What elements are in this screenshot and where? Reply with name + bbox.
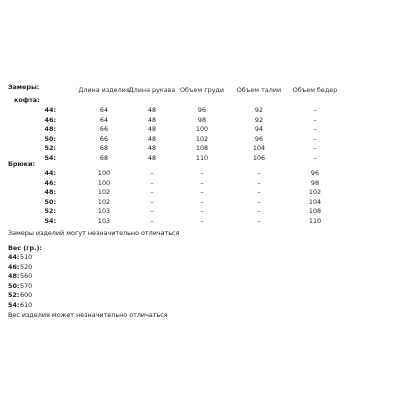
jacket-cell: 110 <box>195 153 209 162</box>
pants-cell: – <box>200 178 204 187</box>
jacket-cell: 104 <box>252 144 266 152</box>
pants-cell: – <box>150 188 154 196</box>
jacket-cell: – <box>313 106 317 114</box>
jacket-cell: – <box>313 134 317 143</box>
pants-size-label: 54: <box>44 216 56 225</box>
pants-cell: 98 <box>310 178 320 187</box>
header-length: Длина изделия <box>78 86 130 94</box>
jacket-cell: 64 <box>99 115 109 124</box>
weight-size-label: 52: <box>8 291 20 299</box>
pants-cell: – <box>150 216 154 225</box>
pants-cell: – <box>200 169 204 177</box>
pants-cell: 102 <box>308 188 322 196</box>
weight-value: 610 <box>20 300 33 309</box>
jacket-cell: – <box>313 144 317 152</box>
jacket-cell: 92 <box>254 106 264 114</box>
jacket-cell: 66 <box>99 134 109 143</box>
pants-cell: 100 <box>97 178 111 187</box>
pants-cell: – <box>257 207 261 215</box>
pants-cell: – <box>257 188 261 196</box>
pants-cell: 96 <box>310 169 320 177</box>
pants-cell: – <box>150 197 154 206</box>
weight-label: Вес (гр.): <box>8 244 42 252</box>
pants-cell: – <box>257 216 261 225</box>
jacket-size-label: 50: <box>44 134 56 143</box>
jacket-size-label: 48: <box>44 125 56 133</box>
pants-cell: – <box>257 169 261 177</box>
header-sleeve: Длина рукава <box>128 86 176 94</box>
pants-size-label: 44: <box>44 169 56 177</box>
pants-cell: 103 <box>97 207 111 215</box>
weight-value: 520 <box>20 262 33 271</box>
measurements-title: Замеры: <box>8 83 40 91</box>
weight-value: 510 <box>20 253 33 261</box>
jacket-size-label: 46: <box>44 115 56 124</box>
pants-cell: – <box>257 178 261 187</box>
pants-cell: – <box>200 188 204 196</box>
weight-size-label: 54: <box>8 300 20 309</box>
jacket-cell: – <box>313 115 317 124</box>
jacket-cell: 102 <box>195 134 209 143</box>
pants-cell: – <box>150 178 154 187</box>
pants-cell: 108 <box>308 207 322 215</box>
pants-cell: – <box>150 207 154 215</box>
jacket-cell: 66 <box>99 125 109 133</box>
weight-value: 560 <box>20 272 33 280</box>
jacket-cell: 64 <box>99 106 109 114</box>
jacket-cell: 100 <box>195 125 209 133</box>
pants-cell: 100 <box>97 169 111 177</box>
header-chest: Объем груди <box>179 86 225 94</box>
jacket-cell: 96 <box>197 106 207 114</box>
jacket-size-label: 54: <box>44 153 56 162</box>
jacket-cell: 98 <box>197 115 207 124</box>
jacket-cell: 68 <box>99 144 109 152</box>
weight-value: 600 <box>20 291 33 299</box>
pants-cell: – <box>257 197 261 206</box>
jacket-label: кофта: <box>14 96 40 104</box>
jacket-cell: 48 <box>147 144 157 152</box>
pants-cell: 103 <box>97 216 111 225</box>
pants-label: Брюки: <box>8 160 36 168</box>
weight-value: 570 <box>20 281 33 290</box>
pants-cell: – <box>200 197 204 206</box>
jacket-cell: 48 <box>147 106 157 114</box>
pants-cell: 104 <box>308 197 322 206</box>
weight-size-label: 50: <box>8 281 20 290</box>
jacket-cell: – <box>313 125 317 133</box>
pants-cell: 110 <box>308 216 322 225</box>
pants-cell: 102 <box>97 188 111 196</box>
jacket-cell: 106 <box>252 153 266 162</box>
jacket-cell: 48 <box>147 134 157 143</box>
pants-size-label: 46: <box>44 178 56 187</box>
pants-cell: 102 <box>97 197 111 206</box>
pants-cell: – <box>200 207 204 215</box>
jacket-cell: 48 <box>147 125 157 133</box>
weight-size-label: 48: <box>8 272 20 280</box>
pants-size-label: 52: <box>44 207 56 215</box>
pants-cell: – <box>150 169 154 177</box>
jacket-cell: 94 <box>254 125 264 133</box>
jacket-size-label: 52: <box>44 144 56 152</box>
pants-size-label: 50: <box>44 197 56 206</box>
jacket-cell: 96 <box>254 134 264 143</box>
pants-cell: – <box>200 216 204 225</box>
jacket-cell: – <box>313 153 317 162</box>
weight-size-label: 44: <box>8 253 20 261</box>
weight-note: Вес изделия может незначительно отличаться <box>8 311 168 319</box>
jacket-size-label: 44: <box>44 106 56 114</box>
weight-size-label: 46: <box>8 262 20 271</box>
jacket-cell: 48 <box>147 153 157 162</box>
pants-size-label: 48: <box>44 188 56 196</box>
jacket-cell: 68 <box>99 153 109 162</box>
jacket-cell: 48 <box>147 115 157 124</box>
sizes-note: Замеры изделий могут незначительно отличаться <box>8 229 180 237</box>
jacket-cell: 108 <box>195 144 209 152</box>
jacket-cell: 92 <box>254 115 264 124</box>
header-waist: Объем талии <box>236 86 282 94</box>
header-hips: Объем бедер <box>292 86 338 94</box>
